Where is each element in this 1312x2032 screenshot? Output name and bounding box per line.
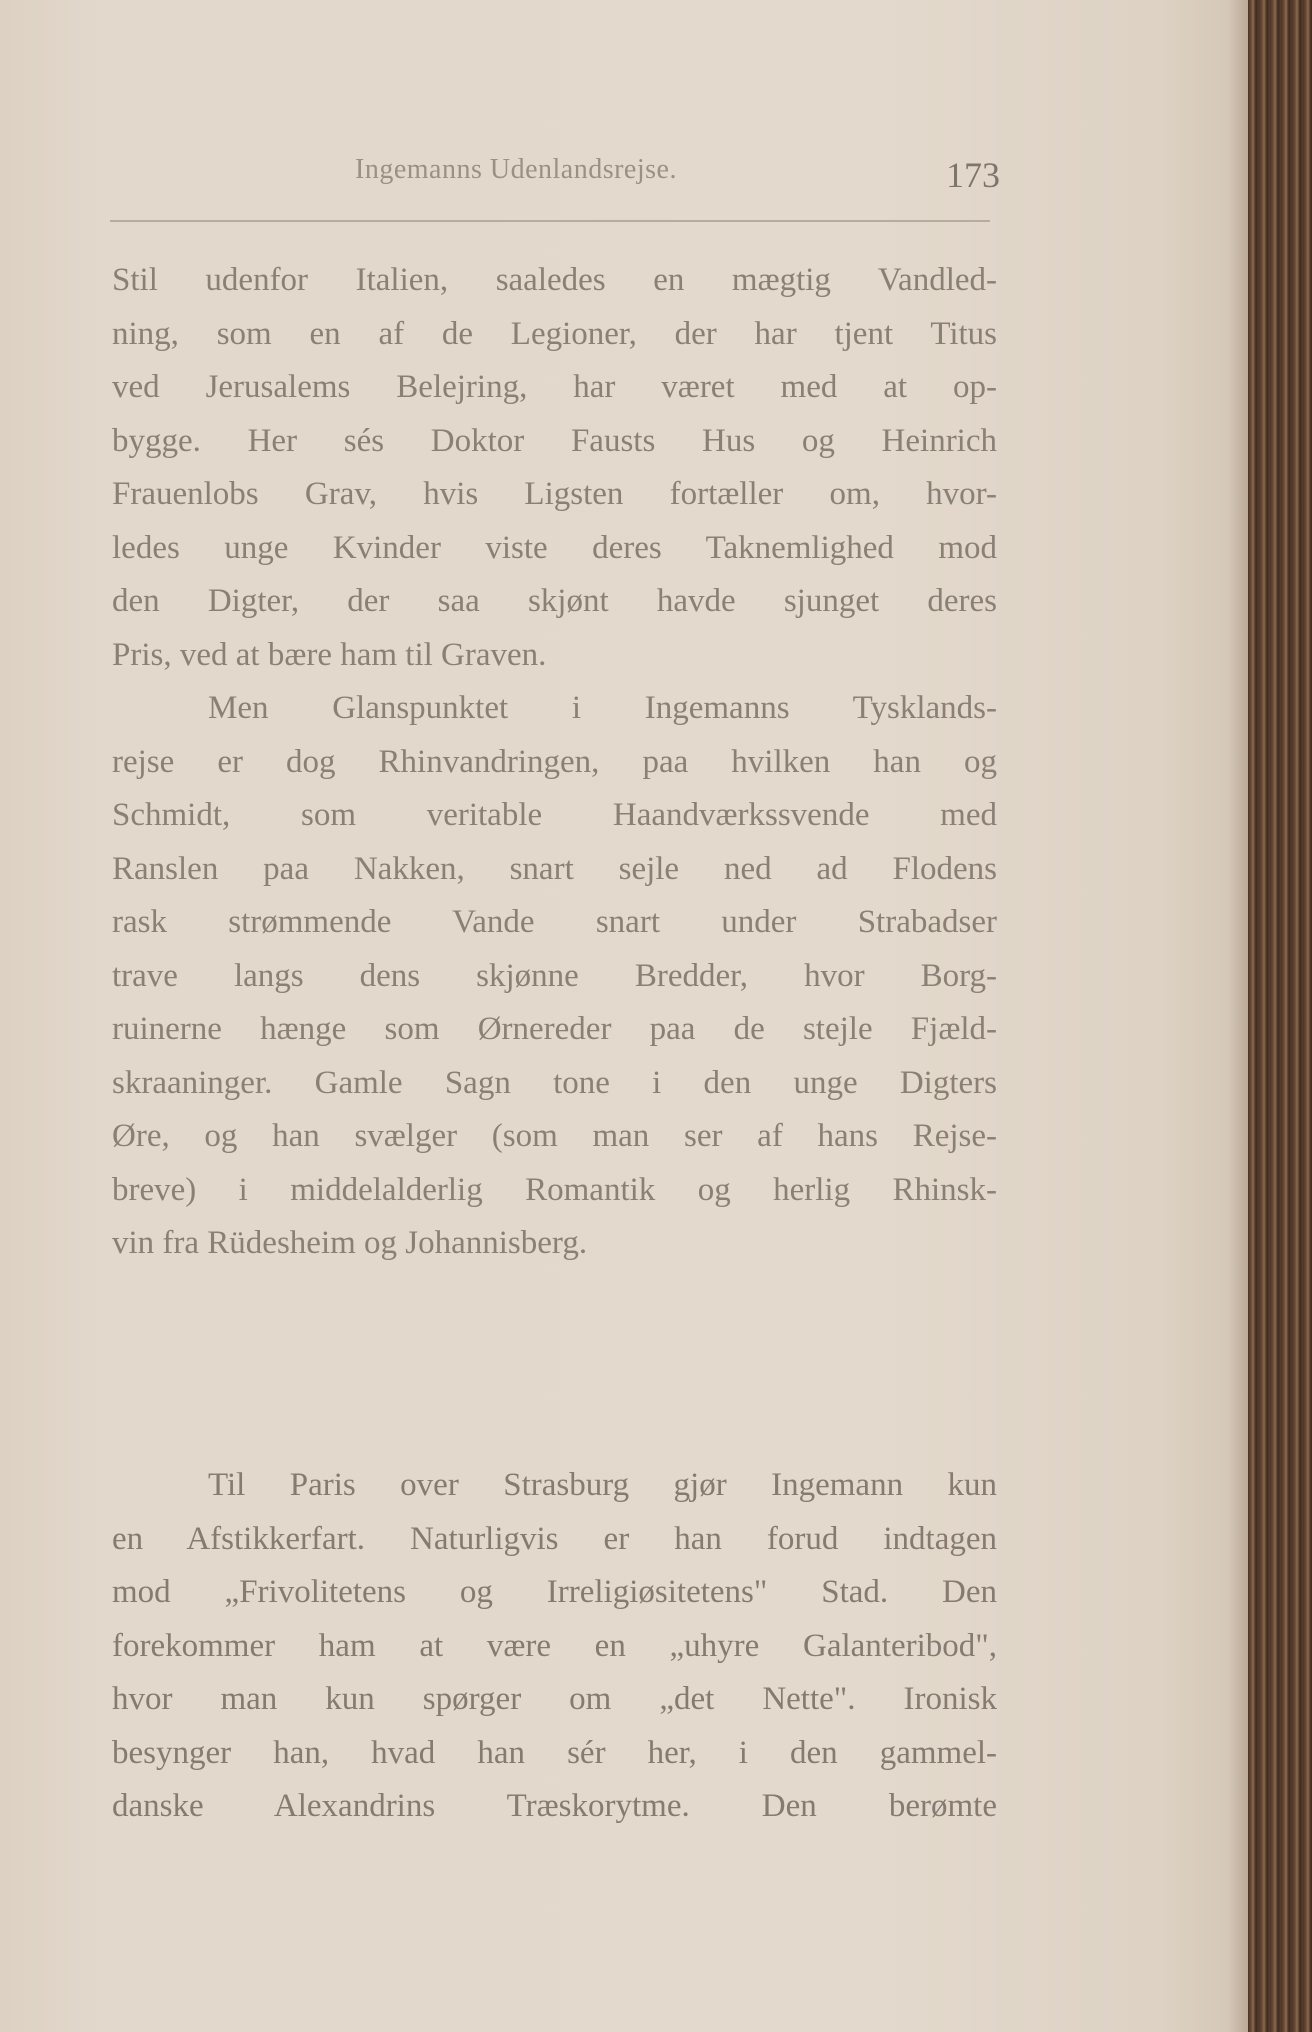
text-line: Frauenlobs Grav, hvis Ligsten fortæller om, hvor- (112, 476, 997, 512)
text-line: rask strømmende Vande snart under Strabadser (112, 904, 997, 940)
text-line: ved Jerusalems Belejring, har været med at op- (112, 369, 997, 405)
text-line: skraaninger. Gamle Sagn tone i den unge Digters (112, 1064, 997, 1101)
text-line: Schmidt, som veritable Haandværkssvende med (112, 797, 997, 833)
text-line: Pris, ved at bære ham til Graven. (112, 636, 547, 673)
text-line: bygge. Her sés Doktor Fausts Hus og Heinrich (112, 422, 997, 459)
text-line: forekommer ham at være en „uhyre Galanteribod", (112, 1627, 997, 1664)
running-head: Ingemanns Udenlandsrejse. (355, 154, 677, 185)
text-line: trave langs dens skjønne Bredder, hvor Borg- (112, 957, 997, 994)
text-line: ledes unge Kvinder viste deres Taknemlighed mod (112, 529, 997, 566)
text-line: ning, som en af de Legioner, der har tjent Titus (112, 315, 997, 352)
text-line: mod „Frivolitetens og Irreligiøsitetens" Stad. Den (112, 1574, 997, 1610)
book-page-edges (1248, 0, 1312, 2032)
page-header (110, 148, 1000, 198)
text-line: rejse er dog Rhinvandringen, paa hvilken han og (112, 743, 997, 780)
text-line: hvor man kun spørger om „det Nette". Ironisk (112, 1681, 997, 1717)
text-line: den Digter, der saa skjønt havde sjunget deres (112, 583, 997, 619)
text-line: danske Alexandrins Træskorytme. Den berømte (112, 1788, 997, 1824)
text-line: breve) i middelalderlig Romantik og herlig Rhinsk- (112, 1171, 997, 1208)
text-block-1 (112, 254, 997, 1271)
text-line: en Afstikkerfart. Naturligvis er han forud indtagen (112, 1520, 997, 1557)
text-line: ruinerne hænge som Ørnereder paa de stejle Fjæld- (112, 1011, 997, 1047)
text-line: Stil udenfor Italien, saaledes en mægtig Vandled- (112, 262, 997, 298)
text-line: Ranslen paa Nakken, snart sejle ned ad Flodens (112, 850, 997, 887)
text-block-2 (112, 1459, 997, 1834)
page-number: 173 (946, 155, 1000, 195)
text-line: Til Paris over Strasburg gjør Ingemann kun (208, 1467, 997, 1503)
text-line: Men Glanspunktet i Ingemanns Tysklands- (208, 690, 997, 726)
text-line: vin fra Rüdesheim og Johannisberg. (112, 1225, 588, 1261)
header-rule (110, 220, 990, 222)
text-line: Øre, og han svælger (som man ser af hans Rejse- (112, 1118, 997, 1154)
text-line: besynger han, hvad han sér her, i den gammel- (112, 1734, 997, 1771)
